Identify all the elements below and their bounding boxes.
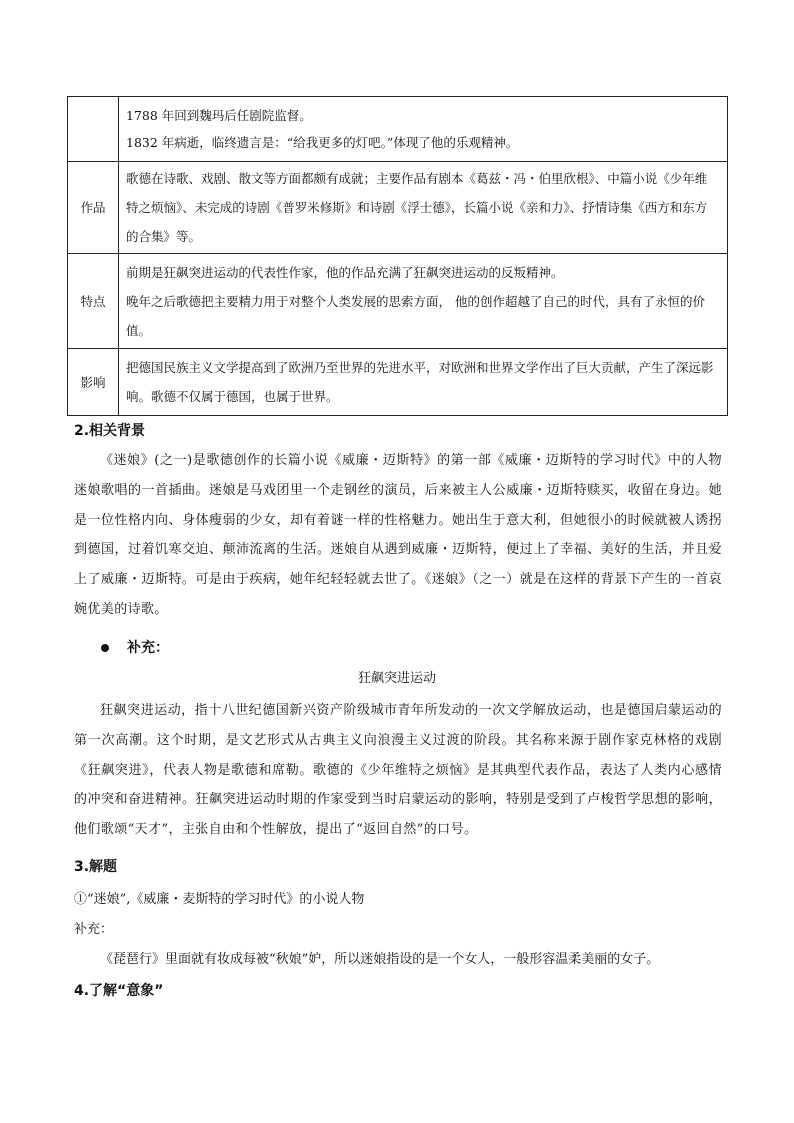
row-line: 前期是狂飙突进运动的代表性作家，他的作品充满了狂飙突进运动的反叛精神。 <box>126 264 564 280</box>
row-content <box>119 97 728 162</box>
row-line: 晚年之后歌德把主要精力用于对整个人类发展的思索方面， 他的创作超越了自己的时代，具有了永恒的价值。 <box>126 293 705 338</box>
explanation-item: ①“迷娘”,《威廉・麦斯特的学习时代》的小说人物 <box>74 892 365 907</box>
row-content <box>119 254 728 349</box>
row-header: 特点 <box>68 254 119 349</box>
bullet-dot-icon <box>101 644 109 652</box>
explanation-supplement-label: 补充： <box>74 922 114 937</box>
supplement-label: 补充： <box>127 640 169 656</box>
row-line: 1788 年回到魏玛后任剧院监督。 <box>126 108 312 123</box>
table-row <box>68 97 728 162</box>
row-line: 歌德在诗歌、戏剧、散文等方面都颇有成就；主要作品有剧本《葛兹・冯・伯里欣根》、中篇小说《少年维特之烦恼》、未完成的诗剧《普罗米修斯》和诗剧《浮士德》，长篇小说《亲和力》、抒情诗集《西方和东方的合集》等。 <box>126 171 708 244</box>
table-row <box>68 349 728 416</box>
row-content <box>119 162 728 254</box>
section-heading-imagery: 4.了解“意象” <box>74 983 164 999</box>
row-content <box>119 349 728 416</box>
supplement-paragraph: 狂飙突进运动，指十八世纪德国新兴资产阶级城市青年所发动的一次文学解放运动，也是德国启蒙运动的第一次高潮。这个时期，是文艺形式从古典主义向浪漫主义过渡的阶段。其名称来源于剧作家克林格的戏剧《狂飙突进》，代表人物是歌德和席勒。歌德的《少年维特之烦恼》是其典型代表作品，表达了人类内心感情的冲突和奋进精神。狂飙突进运动时期的作家受到当时启蒙运动的影响，特别是受到了卢梭哲学思想的影响，他们歌颂“天才”，主张自由和个性解放，提出了“返回自然”的口号。 <box>74 703 722 838</box>
row-line: 把德国民族主义文学提高到了欧洲乃至世界的先进水平，对欧洲和世界文学作出了巨大贡献，产生了深远影响。歌德不仅属于德国，也属于世界。 <box>126 360 714 404</box>
row-header: 作品 <box>68 162 119 254</box>
table-row <box>68 254 728 349</box>
goethe-info-table <box>67 96 728 416</box>
section-heading-title-explanation: 3.解题 <box>74 859 118 875</box>
supplement-bullet <box>101 637 169 657</box>
table-row <box>68 162 728 254</box>
row-line: 1832 年病逝，临终遗言是：“给我更多的灯吧。”体现了他的乐观精神。 <box>126 135 519 150</box>
background-paragraph: 《迷娘》(之一)是歌德创作的长篇小说《威廉・迈斯特》的第一部《威廉・迈斯特的学习时代》中的人物迷娘歌唱的一首插曲。迷娘是马戏团里一个走钢丝的演员，后来被主人公威廉・迈斯特赎买，收留在身边。她是一位性格内向、身体瘦弱的少女，却有着谜一样的性格魅力。她出生于意大利，但她很小的时候就被人诱拐到德国，过着饥寒交迫、颠沛流离的生活。迷娘自从遇到威廉・迈斯特，便过上了幸福、美好的生活，并且爱上了威廉・迈斯特。可是由于疾病，她年纪轻轻就去世了。《迷娘》（之一）就是在这样的背景下产生的一首哀婉优美的诗歌。 <box>74 453 722 617</box>
section-heading-background: 2.相关背景 <box>74 423 146 439</box>
row-header <box>68 97 119 162</box>
supplement-title: 狂飙突进运动 <box>357 671 436 686</box>
row-header: 影响 <box>68 349 119 416</box>
explanation-supplement-text: 《琵琶行》里面就有妆成每被“秋娘”妒，所以迷娘指设的是一个女人，一般形容温柔美丽的女子。 <box>100 952 660 967</box>
